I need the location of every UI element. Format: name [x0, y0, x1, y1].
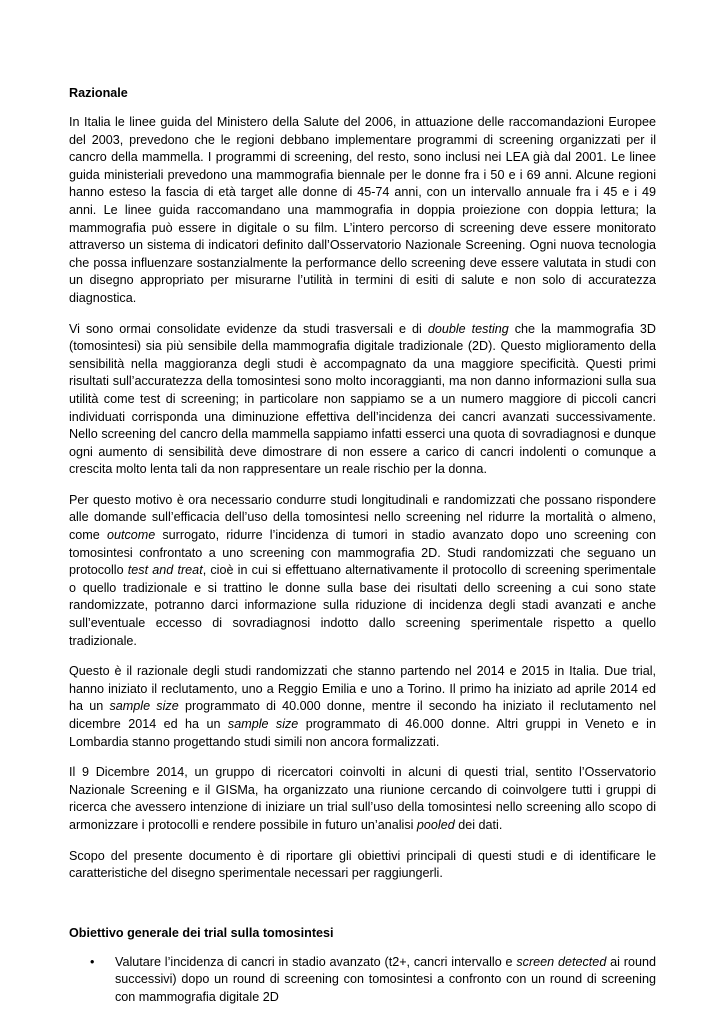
section-spacer: [69, 896, 656, 924]
section-heading-razionale: Razionale: [69, 86, 128, 100]
objectives-list: [69, 954, 656, 1007]
rationale-paragraph-1: [69, 114, 656, 308]
italic-term: pooled: [416, 817, 455, 832]
rationale-paragraph-5: [69, 764, 656, 834]
text-run: surrogato, ridurre l’incidenza di tumori in stadio avanzato dopo uno screening con tomosintesi confrontato a uno screening con mammografia 2D. Studi randomizzati che seguano un protocollo: [69, 528, 657, 578]
text-run: Questo è il razionale degli studi randomizzati che stanno partendo nel 2014 e 2015 in Italia. Due trial, hanno iniziato il reclutamento, uno a Reggio Emilia e uno a Torino. Il primo ha iniziato ad aprile 2014 ed ha un: [69, 664, 656, 714]
text-run: che la mammografia 3D (tomosintesi) sia più sensibile della mammografia digitale tradizionale (2D). Questo miglioramento della sensibilità nella maggioranza degli studi è accompagnato da una maggiore specificità. Questi primi risultati sull’accuratezza della tomosintesi sono molto incoraggianti, ma non danno informazioni sulla sua utilità come test di screening; in particolare non sappiamo se a un numero maggiore di piccoli cancri individuati corrisponda una diminuzione effettiva dell’incidenza dei cancri avanzati successivamente. Nello screening del cancro della mammella sappiamo infatti esserci una quota di sovradiagnosi e dunque ogni aumento di sensibilità deve dimostrare di non essere a carico di cancri indolenti o comunque a crescita molto lenta tali da non rappresentare un reale rischio per la donna.: [69, 321, 656, 477]
italic-term: sample size: [109, 699, 179, 714]
text-run: dei dati.: [454, 817, 503, 832]
text-run: ai round successivi) dopo un round di screening con tomosintesi a confronto con un round di screening con mammografia digitale 2D: [115, 954, 656, 1004]
objective-item-1: [69, 954, 656, 1007]
text-run: , cioè in cui si effettuano alternativamente il protocollo di screening sperimentale o quello tradizionale e si trattino le donne sulla base dei risultati dello screening a cui sono state randomizzate, potranno darci informazione sulla riduzione di incidenza degli stadi avanzati e anche sull’eventuale eccesso di sovradiagnosi indotto dallo screening sperimentale rispetto a quello tradizionale.: [69, 563, 656, 648]
bullet-icon: •: [90, 954, 95, 969]
text-run: programmato di 46.000 donne. Altri gruppi in Veneto e in Lombardia stanno progettando studi simili non ancora formalizzati.: [69, 717, 656, 749]
rationale-paragraph-6: [69, 848, 656, 883]
italic-term: screen detected: [516, 954, 607, 969]
italic-term: sample size: [227, 717, 299, 731]
text-run: programmato di 40.000 donne, mentre il secondo ha iniziato il reclutamento nel dicembre 2014 ed ha un: [69, 699, 657, 731]
italic-term: test and treat: [127, 563, 203, 578]
text-run: Valutare l’incidenza di cancri in stadio avanzato (t2+, cancri intervallo e: [115, 954, 517, 969]
text-run: Vi sono ormai consolidate evidenze da studi trasversali e di: [69, 321, 428, 336]
text-run: Il 9 Dicembre 2014, un gruppo di ricercatori coinvolti in alcuni di questi trial, sentito l’Osservatorio Nazionale Screening e il GISMa, ha organizzato una riunione cercando di coinvolgere tutti i gruppi di ricerca che avessero intenzione di iniziare un trial sull’uso della tomosintesi nello screening allo scopo di armonizzare i protocolli e rendere possibile in futuro un’analisi: [69, 765, 656, 832]
rationale-paragraph-4: [69, 663, 656, 751]
text-run: Per questo motivo è ora necessario condurre studi longitudinali e randomizzati che possano rispondere alle domande sull’efficacia dell’uso della tomosintesi nello screening nel ridurre la mortalità o almeno, come: [69, 492, 656, 543]
rationale-paragraph-3: [69, 492, 656, 650]
text-run: Scopo del presente documento è di riportare gli obiettivi principali di questi studi e di identificare le caratteristiche del disegno sperimentale necessari per raggiungerli.: [69, 848, 656, 881]
rationale-body: [69, 114, 656, 883]
section-heading-obiettivo: Obiettivo generale dei trial sulla tomosintesi: [69, 925, 334, 940]
italic-term: outcome: [106, 528, 156, 543]
text-run: In Italia le linee guida del Ministero della Salute del 2006, in attuazione delle raccomandazioni Europee del 2003, prevedono che le regioni debbano implementare programmi di screening organizzati per il cancro della mammella. I programmi di screening, del resto, sono inclusi nei LEA già dal 2001. Le linee guida ministeriali prevedono una mammografia biennale per le donne fra i 50 e i 69 anni. Alcune regioni hanno esteso la fascia di età target alle donne di 45-74 anni, con un intervallo annuale fra i 45 e i 49 anni. Le linee guida raccomandano una mammografia in doppia proiezione con doppia lettura; la mammografia può essere in digitale o su film. L’intero percorso di screening deve essere monitorato attraverso un sistema di indicatori definito dall’Osservatorio Nazionale Screening. Ogni nuova tecnologia che possa influenzare sostanzialmente la performance dello screening deve essere valutata in studi con un disegno appropriato per misurarne l’utilità in termini di esiti di salute e non solo di accuratezza diagnostica.: [69, 115, 656, 305]
italic-term: double testing: [427, 321, 509, 336]
rationale-paragraph-2: [69, 321, 656, 479]
